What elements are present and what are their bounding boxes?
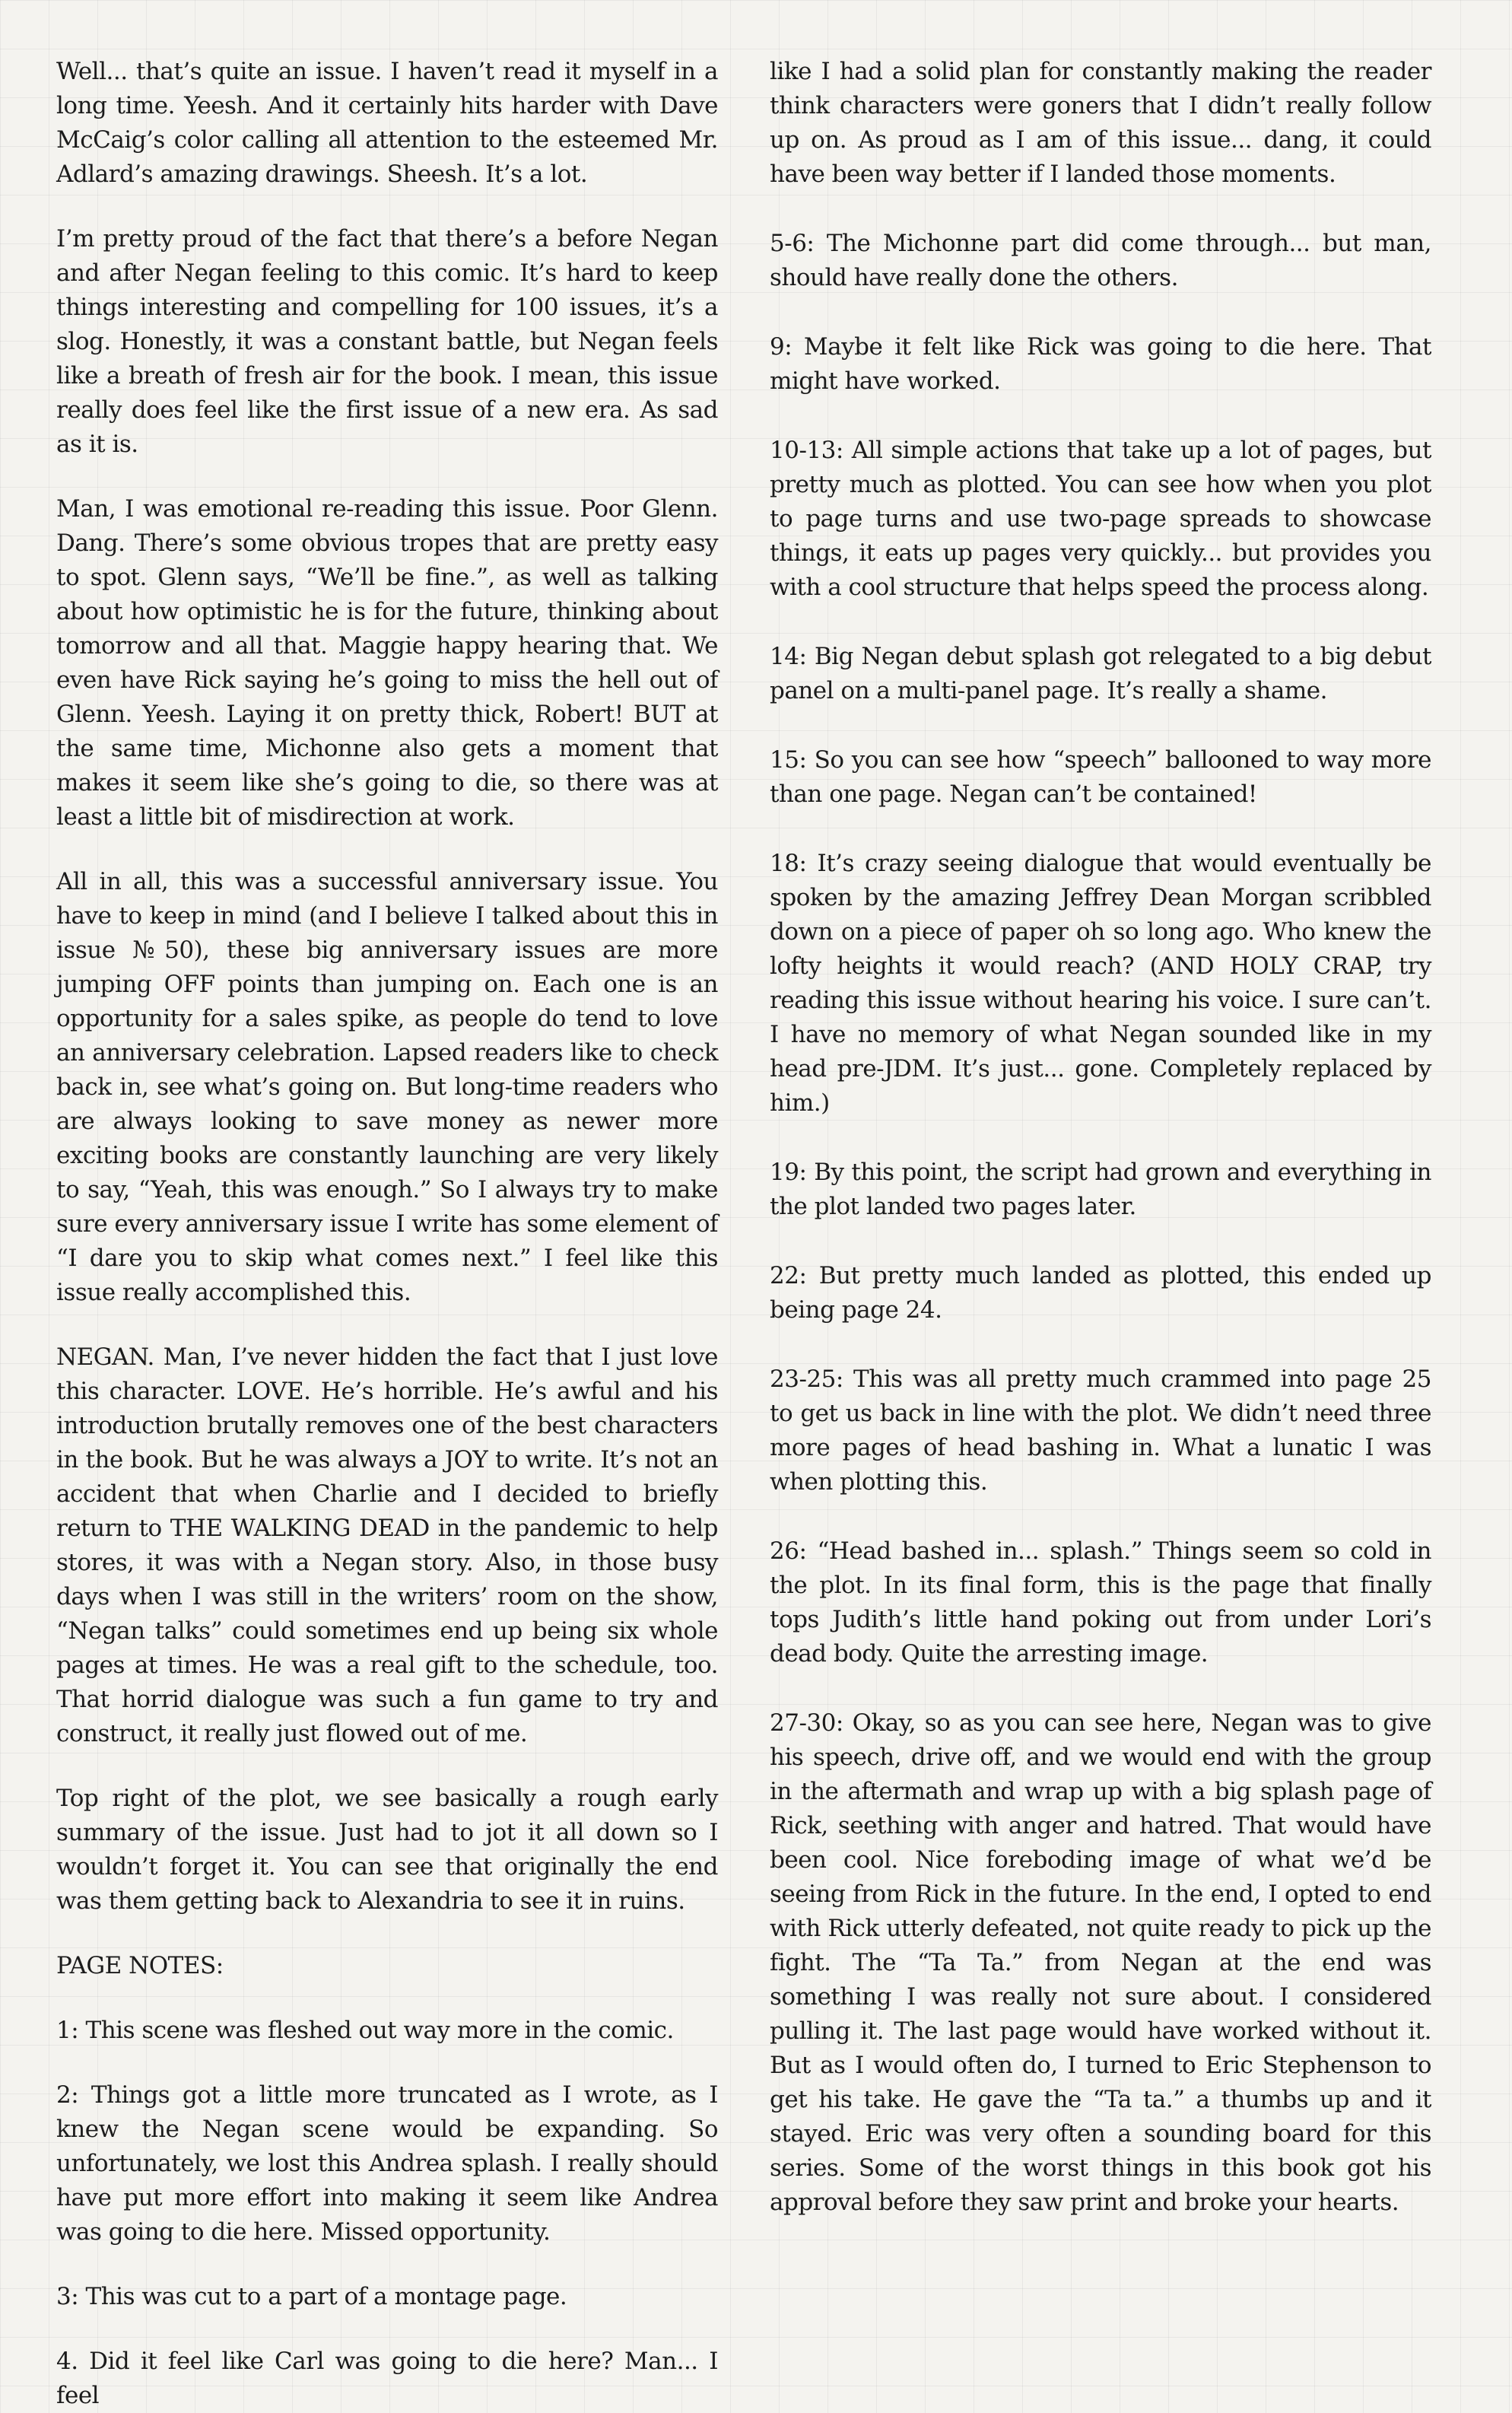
- page-note-19: 19: By this point, the script had grown and everything in the plot landed two pages later.: [770, 1159, 1431, 1220]
- page-note-23-25: 23-25: This was all pretty much crammed into page 25 to get us back in line with the plot. We didn’t need three more pages of head bashing in. What a lunatic I was when plotting this.: [770, 1365, 1431, 1496]
- anniversary-issue-paragraph: All in all, this was a successful anniversary issue. You have to keep in mind (and I believe I talked about this in issue №50), these big anniversary issues are more jumping OFF points than jumping on. Each one is an opportunity for a sales spike, as people do tend to love an anniversary celebration. Lapsed readers like to check back in, see what’s going on. But long-time readers who are always looking to save money as newer more exciting books are constantly launching are very likely to say, “Yeah, this was enough.” So I always try to make sure every anniversary issue I write has some element of “I dare you to skip what comes next.” I feel like this issue really accomplished this.: [56, 868, 718, 1306]
- before-after-negan-paragraph: I’m pretty proud of the fact that there’s a before Negan and after Negan feeling to this comic. It’s hard to keep things interesting and compelling for 100 issues, it’s a slog. Honestly, it was a constant battle, but Negan feels like a breath of fresh air for the book. I mean, this issue really does feel like the first issue of a new era. As sad as it is.: [56, 225, 718, 458]
- page-note-3: 3: This was cut to a part of a montage page.: [56, 2283, 567, 2310]
- page-note-15: 15: So you can see how “speech” ballooned to way more than one page. Negan can’t be contained!: [770, 746, 1431, 808]
- page-note-10-13: 10-13: All simple actions that take up a lot of pages, but pretty much as plotted. You can see how when you plot to page turns and use two-page spreads to showcase things, it eats up pages very quickly... but provides you with a cool structure that helps speed the process along.: [770, 437, 1431, 601]
- page-note-5-6: 5-6: The Michonne part did come through... but man, should have really done the others.: [770, 230, 1431, 291]
- page-note-18: 18: It’s crazy seeing dialogue that would eventually be spoken by the amazing Jeffrey Dean Morgan scribbled down on a piece of paper oh so long ago. Who knew the lofty heights it would reach? (AND HOLY CRAP, try reading this issue without hearing his voice. I sure can’t. I have no memory of what Negan sounded like in my head pre-JDM. It’s just... gone. Completely replaced by him.): [770, 850, 1431, 1117]
- page-note-27-30: 27-30: Okay, so as you can see here, Negan was to give his speech, drive off, and we would end with the group in the aftermath and wrap up with a big splash page of Rick, seething with anger and hatred. That would have been cool. Nice foreboding image of what we’d be seeing from Rick in the future. In the end, I opted to end with Rick utterly defeated, not quite ready to pick up the fight. The “Ta Ta.” from Negan at the end was something I was really not sure about. I considered pulling it. The last page would have worked without it. But as I would often do, I turned to Eric Stephenson to get his take. He gave the “Ta ta.” a thumbs up and it stayed. Eric was very often a sounding board for this series. Some of the worst things in this book got his approval before they saw print and broke your hearts.: [770, 1709, 1431, 2216]
- intro-paragraph: Well... that’s quite an issue. I haven’t read it myself in a long time. Yeesh. And it certainly hits harder with Dave McCaig’s color calling all attention to the esteemed Mr. Adlard’s amazing drawings. Sheesh. It’s a lot.: [56, 58, 718, 188]
- left-column: [56, 55, 718, 2409]
- page-note-2: 2: Things got a little more truncated as I wrote, as I knew the Negan scene would be expanding. So unfortunately, we lost this Andrea splash. I really should have put more effort into making it seem like Andrea was going to die here. Missed opportunity.: [56, 2081, 718, 2246]
- page-note-4-continued: like I had a solid plan for constantly making the reader think characters were goners that I didn’t really follow up on. As proud as I am of this issue... dang, it could have been way better if I landed those moments.: [770, 58, 1431, 188]
- plot-summary-paragraph: Top right of the plot, we see basically a rough early summary of the issue. Just had to jot it all down so I wouldn’t forget it. You can see that originally the end was them getting back to Alexandria to see it in ruins.: [56, 1785, 718, 1915]
- page-note-1: 1: This scene was fleshed out way more in the comic.: [56, 2017, 674, 2044]
- page-note-26: 26: “Head bashed in... splash.” Things seem so cold in the plot. In its final form, this is the page that finally tops Judith’s little hand poking out from under Lori’s dead body. Quite the arresting image.: [770, 1537, 1431, 1667]
- negan-paragraph: NEGAN. Man, I’ve never hidden the fact that I just love this character. LOVE. He’s horrible. He’s awful and his introduction brutally removes one of the best characters in the book. But he was always a JOY to write. It’s not an accident that when Charlie and I decided to briefly return to THE WALKING DEAD in the pandemic to help stores, it was with a Negan story. Also, in those busy days when I was still in the writers’ room on the show, “Negan talks” could sometimes end up being six whole pages at times. He was a real gift to the schedule, too. That horrid dialogue was such a fun game to try and construct, it really just flowed out of me.: [56, 1343, 718, 1747]
- page-note-4: 4. Did it feel like Carl was going to die here? Man... I feel: [56, 2348, 718, 2409]
- page-note-14: 14: Big Negan debut splash got relegated to a big debut panel on a multi-panel page. It’s really a shame.: [770, 643, 1431, 704]
- page-note-9: 9: Maybe it felt like Rick was going to die here. That might have worked.: [770, 333, 1431, 395]
- right-column: [770, 55, 1431, 2294]
- emotional-rereading-paragraph: Man, I was emotional re-reading this issue. Poor Glenn. Dang. There’s some obvious tropes that are pretty easy to spot. Glenn says, “We’ll be fine.”, as well as talking about how optimistic he is for the future, thinking about tomorrow and all that. Maggie happy hearing that. We even have Rick saying he’s going to miss the hell out of Glenn. Yeesh. Laying it on pretty thick, Robert! BUT at the same time, Michonne also gets a moment that makes it seem like she’s going to die, so there was at least a little bit of misdirection at work.: [56, 495, 718, 831]
- page-note-22: 22: But pretty much landed as plotted, this ended up being page 24.: [770, 1262, 1431, 1324]
- page-notes-heading: PAGE NOTES:: [56, 1952, 224, 1979]
